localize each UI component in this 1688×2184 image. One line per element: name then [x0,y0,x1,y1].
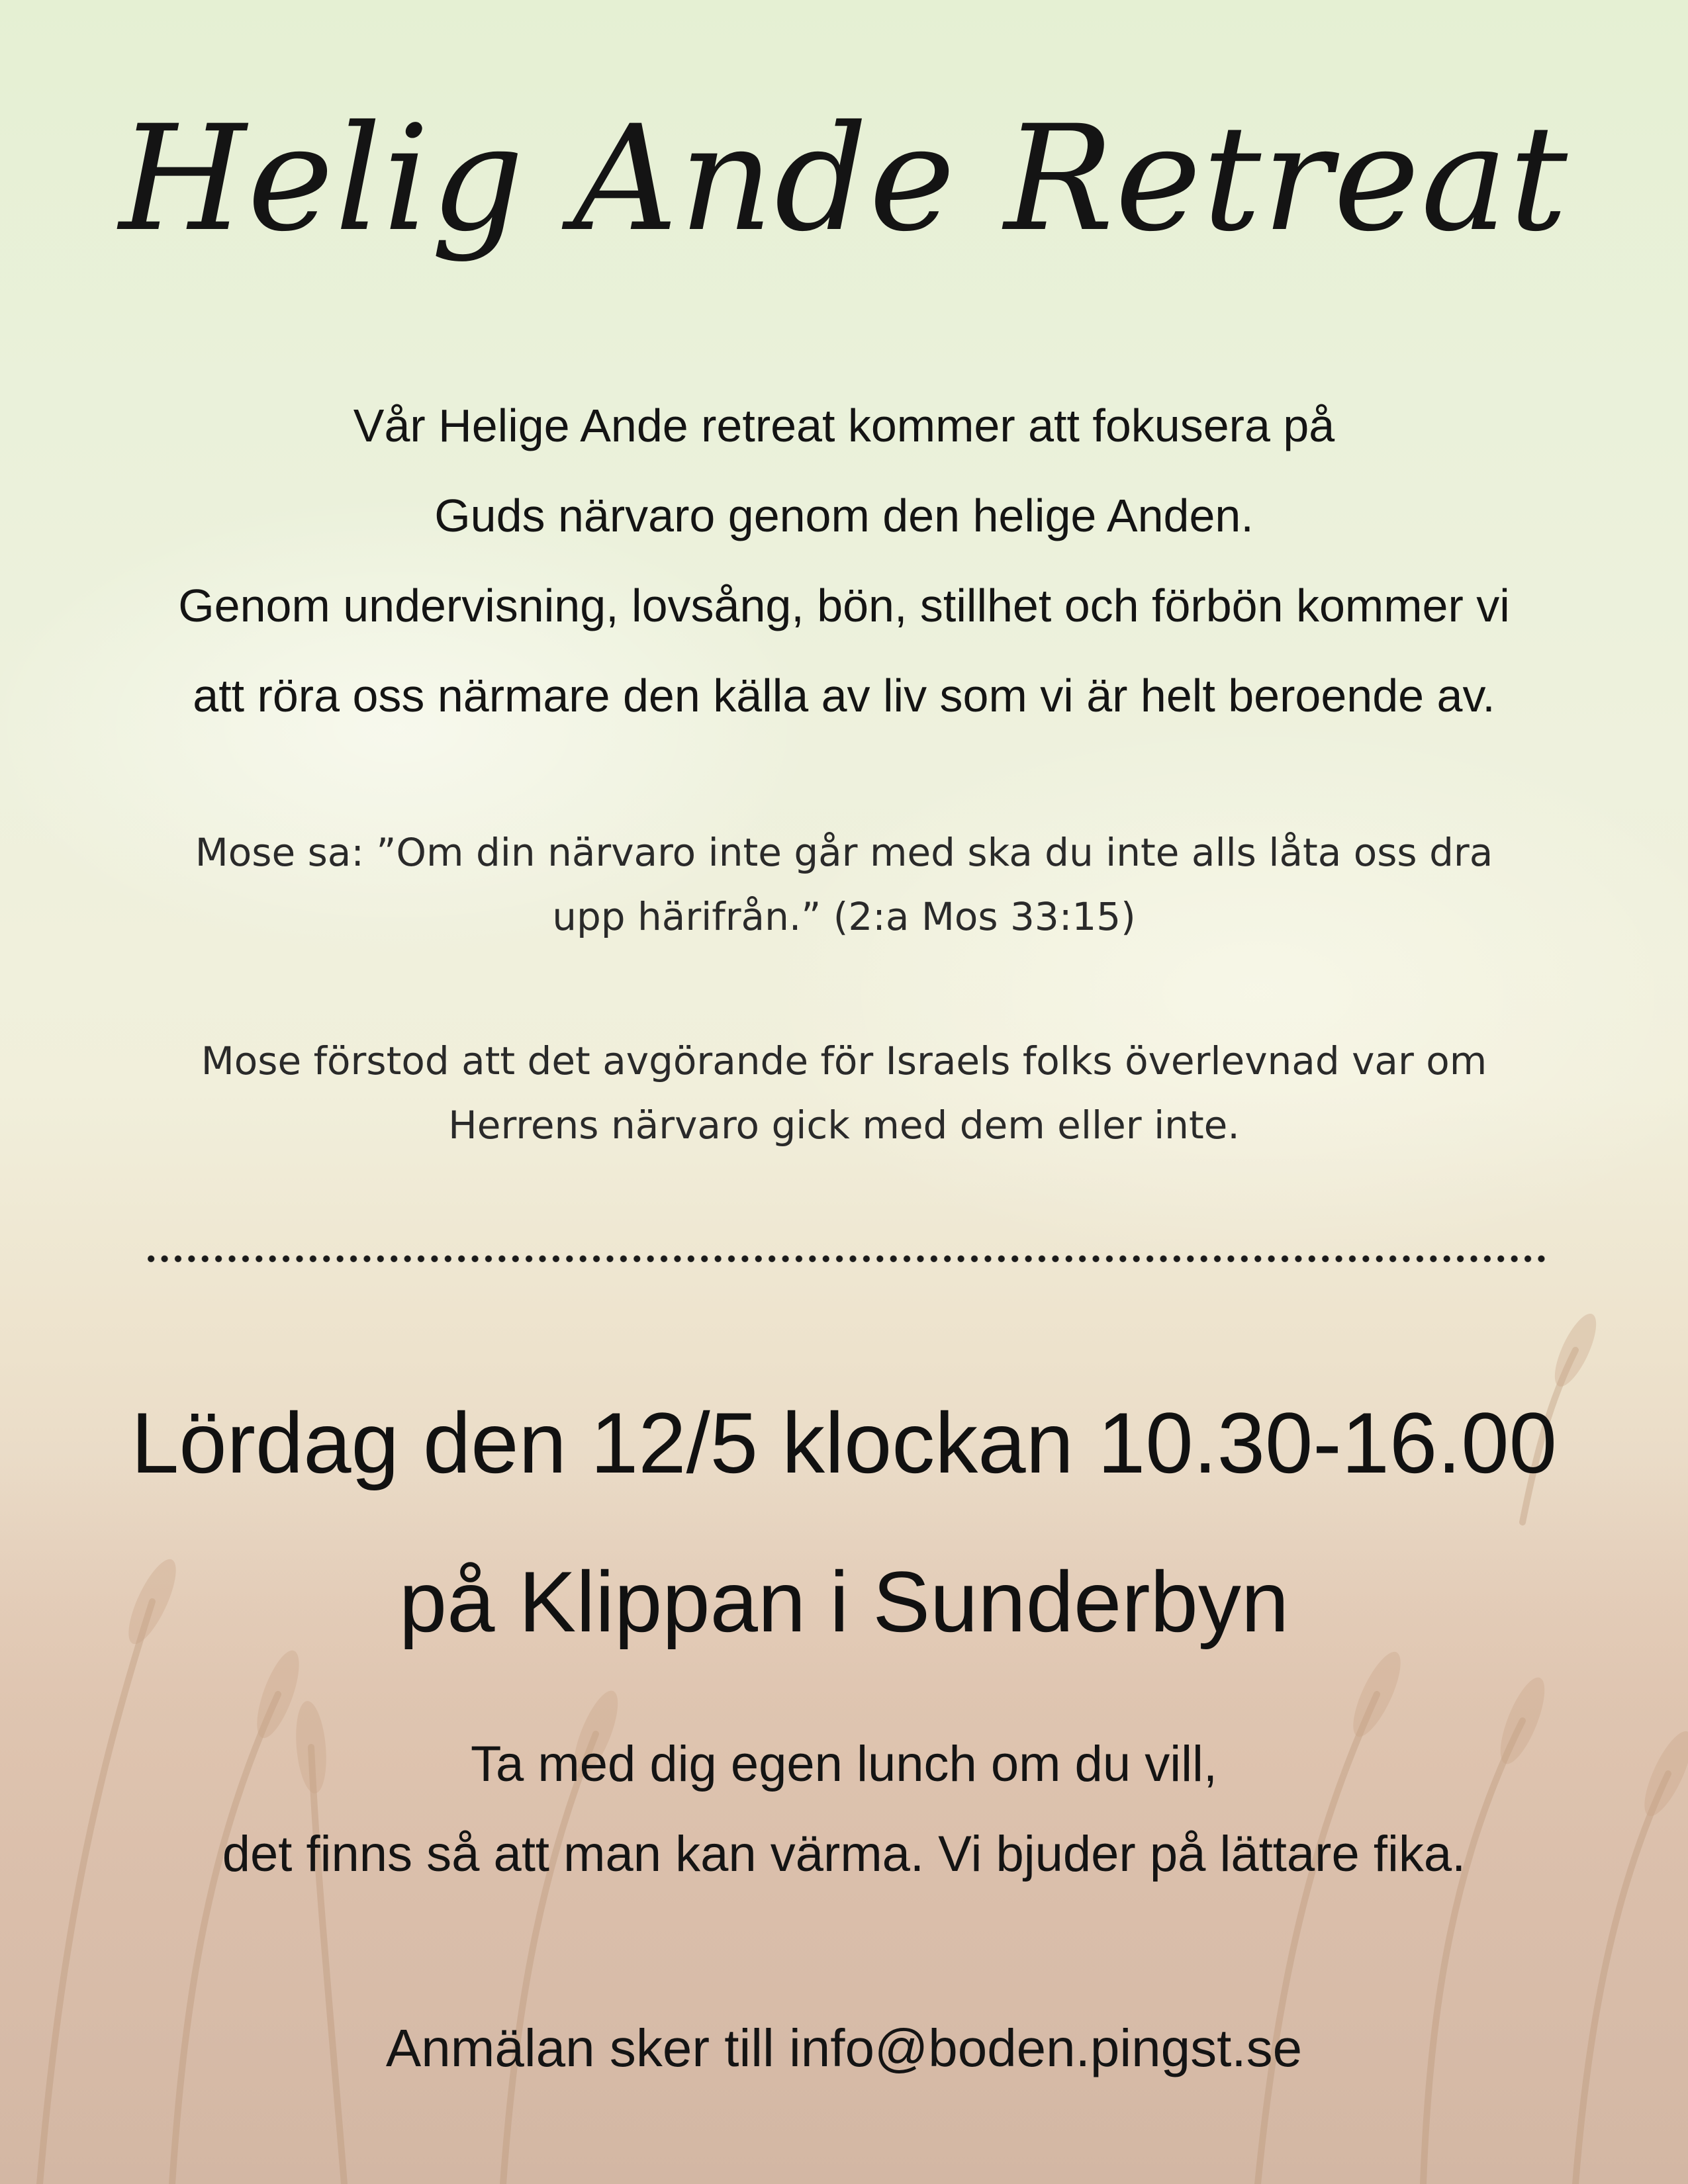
quote-commentary [165,1029,1523,1158]
lunch-line: Ta med dig egen lunch om du vill, [471,1736,1217,1792]
commentary-line: Herrens närvaro gick med dem eller inte. [448,1103,1240,1148]
intro-line: Guds närvaro genom den helige Anden. [434,490,1254,541]
dotted-divider [144,1255,1548,1263]
intro-line: att röra oss närmare den källa av liv som vi är helt beroende av. [193,670,1495,721]
event-date-time: Lördag den 12/5 klockan 10.30-16.00 [131,1394,1557,1491]
intro-paragraph [99,381,1589,741]
event-location: på Klippan i Sunderbyn [399,1553,1289,1650]
commentary-line: Mose förstod att det avgörande för Israels folks överlevnad var om [201,1038,1487,1083]
quote-line: upp härifrån.” (2:a Mos 33:15) [552,894,1136,939]
quote-line: Mose sa: ”Om din närvaro inte går med ska du inte alls låta oss dra [195,830,1493,875]
lunch-line: det finns så att man kan värma. Vi bjuder på lättare fika. [222,1826,1466,1882]
lunch-info [99,1719,1589,1899]
poster-title: Helig Ande Retreat [118,94,1570,263]
intro-line: Genom undervisning, lovsång, bön, stillhet och förbön kommer vi [178,580,1510,631]
signup-info: Anmälan sker till info@boden.pingst.se [385,2019,1303,2077]
bible-quote [165,821,1523,949]
event-details [0,1363,1688,1681]
intro-line: Vår Helige Ande retreat kommer att fokusera på [353,400,1335,451]
